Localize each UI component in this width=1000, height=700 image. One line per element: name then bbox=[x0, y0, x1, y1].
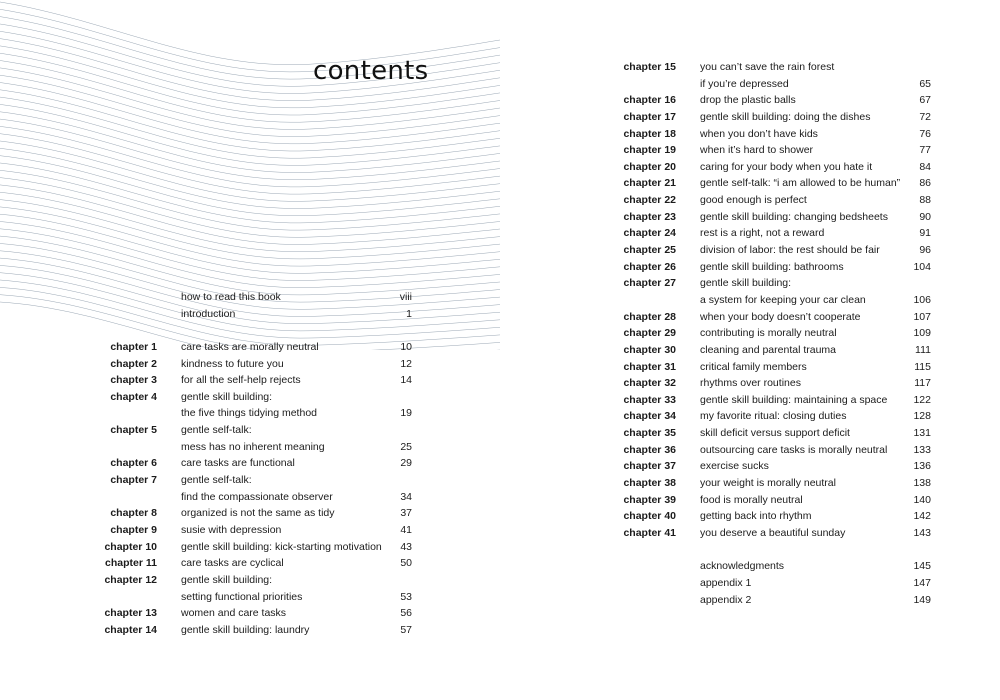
chapter-number: chapter 31 bbox=[623, 360, 676, 373]
chapter-title: mess has no inherent meaning bbox=[181, 440, 325, 453]
chapter-number: chapter 21 bbox=[623, 177, 676, 190]
page-number: 145 bbox=[913, 560, 931, 573]
chapter-number: chapter 15 bbox=[623, 61, 676, 73]
chapter-title: for all the self-help rejects bbox=[181, 374, 301, 387]
toc-entry[interactable] bbox=[623, 309, 931, 326]
toc-entry[interactable] bbox=[110, 522, 412, 539]
page-number: 111 bbox=[915, 343, 931, 356]
toc-entry[interactable] bbox=[700, 76, 931, 93]
wave-line bbox=[0, 83, 500, 144]
chapter-number: chapter 23 bbox=[623, 210, 676, 223]
toc-entry[interactable] bbox=[700, 575, 931, 592]
chapter-title: when you don’t have kids bbox=[700, 127, 818, 140]
wave-line bbox=[0, 178, 500, 238]
page-number: 37 bbox=[400, 507, 412, 520]
page-number: viii bbox=[399, 291, 412, 303]
chapter-title: you deserve a beautiful sunday bbox=[700, 526, 846, 539]
chapter-title: caring for your body when you hate it bbox=[700, 160, 873, 173]
toc-entry[interactable] bbox=[110, 372, 412, 389]
chapter-title: if you’re depressed bbox=[700, 77, 789, 90]
toc-entry[interactable] bbox=[623, 475, 931, 492]
page-number: 104 bbox=[913, 260, 931, 273]
wave-line bbox=[0, 126, 500, 186]
page-number: 128 bbox=[913, 410, 931, 423]
toc-entry[interactable] bbox=[181, 306, 412, 323]
toc-entry[interactable] bbox=[623, 175, 931, 192]
chapter-title: cleaning and parental trauma bbox=[700, 343, 837, 356]
toc-entry[interactable] bbox=[623, 508, 931, 525]
chapter-title: division of labor: the rest should be fair bbox=[700, 244, 880, 257]
page-number: 14 bbox=[400, 374, 412, 387]
page-number: 96 bbox=[919, 244, 931, 257]
toc-entry[interactable] bbox=[110, 356, 412, 373]
chapter-title: organized is not the same as tidy bbox=[181, 507, 335, 520]
toc-entry[interactable] bbox=[104, 572, 412, 589]
chapter-title: drop the plastic balls bbox=[700, 94, 796, 107]
page-number: 143 bbox=[913, 526, 931, 539]
chapter-title: how to read this book bbox=[181, 291, 281, 303]
chapter-title: gentle skill building: laundry bbox=[181, 623, 310, 636]
toc-spacer bbox=[181, 322, 412, 339]
page-number: 12 bbox=[400, 357, 412, 370]
page-number: 140 bbox=[913, 493, 931, 506]
chapter-title: gentle skill building: bbox=[181, 573, 273, 586]
wave-line bbox=[0, 163, 500, 223]
chapter-number: chapter 9 bbox=[110, 523, 157, 536]
chapter-title: rhythms over routines bbox=[700, 377, 801, 390]
chapter-number: chapter 11 bbox=[105, 557, 157, 570]
chapter-title: gentle skill building: bathrooms bbox=[700, 260, 844, 273]
chapter-title: you can’t save the rain forest bbox=[700, 61, 835, 73]
chapter-title: skill deficit versus support deficit bbox=[700, 427, 850, 440]
page-number: 65 bbox=[919, 77, 931, 90]
toc-entry[interactable] bbox=[623, 159, 931, 176]
chapter-title: introduction bbox=[181, 307, 236, 320]
toc-entry[interactable] bbox=[181, 439, 412, 456]
toc-entry[interactable] bbox=[181, 489, 412, 506]
chapter-number: chapter 26 bbox=[623, 260, 676, 273]
toc-entry[interactable] bbox=[110, 422, 412, 439]
toc-entry[interactable] bbox=[623, 525, 931, 542]
chapter-number: chapter 33 bbox=[623, 393, 676, 406]
chapter-title: care tasks are cyclical bbox=[181, 557, 284, 570]
chapter-number: chapter 24 bbox=[623, 227, 676, 240]
chapter-title: gentle skill building: doing the dishes bbox=[700, 110, 871, 123]
chapter-title: your weight is morally neutral bbox=[700, 477, 836, 490]
toc-entry[interactable] bbox=[105, 555, 412, 572]
toc-entry[interactable] bbox=[623, 425, 931, 442]
page-number: 29 bbox=[400, 457, 412, 470]
chapter-title: outsourcing care tasks is morally neutral bbox=[700, 443, 888, 456]
page-number: 117 bbox=[914, 377, 931, 390]
page-number: 122 bbox=[913, 393, 931, 406]
toc-entry[interactable] bbox=[623, 392, 931, 409]
chapter-number: chapter 40 bbox=[623, 510, 676, 523]
toc-entry[interactable] bbox=[623, 142, 931, 159]
chapter-title: appendix 2 bbox=[700, 593, 752, 606]
chapter-number: chapter 5 bbox=[110, 424, 157, 437]
wave-line bbox=[0, 119, 500, 180]
wave-line bbox=[0, 170, 500, 230]
wave-line bbox=[0, 90, 500, 151]
chapter-number: chapter 14 bbox=[104, 623, 157, 636]
toc-entry[interactable] bbox=[623, 92, 931, 109]
wave-line bbox=[0, 112, 500, 173]
toc-entry[interactable] bbox=[623, 375, 931, 392]
chapter-number: chapter 3 bbox=[110, 374, 157, 387]
chapter-title: when it’s hard to shower bbox=[700, 144, 814, 157]
page-number: 84 bbox=[919, 160, 931, 173]
toc-entry[interactable] bbox=[181, 589, 412, 606]
page-title: contents bbox=[313, 56, 429, 86]
toc-entry[interactable] bbox=[623, 492, 931, 509]
chapter-title: rest is a right, not a reward bbox=[700, 227, 825, 240]
chapter-number: chapter 35 bbox=[623, 427, 676, 440]
chapter-number: chapter 17 bbox=[623, 110, 676, 123]
page-number: 41 bbox=[400, 523, 412, 536]
wave-line bbox=[0, 104, 500, 165]
toc-entry[interactable] bbox=[623, 442, 931, 459]
chapter-number: chapter 41 bbox=[623, 526, 676, 539]
toc-left-column bbox=[104, 289, 412, 638]
page-number: 138 bbox=[913, 477, 931, 490]
chapter-title: care tasks are morally neutral bbox=[181, 340, 319, 353]
chapter-title: setting functional priorities bbox=[181, 590, 303, 603]
wave-line bbox=[0, 229, 500, 288]
toc-entry[interactable] bbox=[623, 259, 931, 276]
chapter-title: food is morally neutral bbox=[700, 493, 803, 506]
wave-line bbox=[0, 134, 500, 194]
page-number: 109 bbox=[913, 327, 931, 340]
toc-entry[interactable] bbox=[623, 109, 931, 126]
page-number: 131 bbox=[913, 427, 931, 440]
page-number: 57 bbox=[400, 623, 412, 636]
chapter-title: when your body doesn’t cooperate bbox=[700, 310, 861, 323]
page-number: 43 bbox=[400, 540, 412, 553]
chapter-number: chapter 12 bbox=[104, 573, 157, 586]
chapter-number: chapter 13 bbox=[104, 607, 157, 620]
chapter-number: chapter 38 bbox=[623, 477, 676, 490]
toc-entry[interactable] bbox=[181, 405, 412, 422]
toc-entry[interactable] bbox=[623, 458, 931, 475]
chapter-title: gentle skill building: changing bedsheets bbox=[700, 210, 888, 223]
page-number: 50 bbox=[400, 557, 412, 570]
chapter-title: critical family members bbox=[700, 360, 807, 373]
toc-entry[interactable] bbox=[104, 622, 412, 639]
wave-line bbox=[0, 236, 500, 295]
wave-line bbox=[0, 97, 500, 158]
toc-entry[interactable] bbox=[104, 605, 412, 622]
toc-spacer bbox=[700, 542, 931, 559]
chapter-title: contributing is morally neutral bbox=[700, 327, 837, 340]
page-number: 10 bbox=[400, 340, 412, 353]
chapter-number: chapter 27 bbox=[623, 277, 676, 290]
toc-entry[interactable] bbox=[623, 342, 931, 359]
toc-entry[interactable] bbox=[110, 472, 412, 489]
chapter-title: getting back into rhythm bbox=[700, 510, 812, 523]
page-number: 19 bbox=[400, 407, 412, 420]
chapter-title: kindness to future you bbox=[181, 357, 284, 370]
page-number: 136 bbox=[913, 460, 931, 473]
chapter-title: gentle self-talk: bbox=[181, 424, 252, 437]
page-number: 56 bbox=[400, 607, 412, 620]
page-number: 107 bbox=[913, 310, 931, 323]
toc-entry[interactable] bbox=[623, 126, 931, 143]
chapter-number: chapter 37 bbox=[623, 460, 676, 473]
chapter-number: chapter 29 bbox=[623, 327, 676, 340]
chapter-title: the five things tidying method bbox=[181, 407, 317, 420]
page-number: 142 bbox=[913, 510, 931, 523]
chapter-number: chapter 7 bbox=[110, 474, 157, 487]
page-number: 72 bbox=[919, 110, 931, 123]
page-number: 25 bbox=[400, 440, 412, 453]
chapter-number: chapter 30 bbox=[623, 343, 676, 356]
toc-entry[interactable] bbox=[623, 359, 931, 376]
wave-line bbox=[0, 185, 500, 245]
wave-line bbox=[0, 141, 500, 201]
chapter-title: gentle skill building: bbox=[181, 390, 273, 403]
chapter-title: a system for keeping your car clean bbox=[700, 293, 866, 306]
chapter-number: chapter 8 bbox=[110, 507, 157, 520]
chapter-title: susie with depression bbox=[181, 523, 282, 536]
toc-entry[interactable] bbox=[623, 59, 931, 76]
page-number: 53 bbox=[400, 590, 412, 603]
chapter-title: my favorite ritual: closing duties bbox=[700, 410, 847, 423]
toc-entry[interactable] bbox=[623, 242, 931, 259]
chapter-number: chapter 18 bbox=[623, 127, 676, 140]
toc-entry[interactable] bbox=[700, 592, 931, 609]
page-number: 76 bbox=[919, 127, 931, 140]
chapter-number: chapter 20 bbox=[623, 160, 676, 173]
chapter-number: chapter 36 bbox=[623, 443, 676, 456]
chapter-title: gentle skill building: bbox=[700, 277, 792, 290]
chapter-title: gentle skill building: maintaining a space bbox=[700, 393, 888, 406]
toc-entry[interactable] bbox=[700, 558, 931, 575]
page-number: 90 bbox=[919, 210, 931, 223]
toc-entry[interactable] bbox=[700, 292, 931, 309]
page-number: 88 bbox=[919, 194, 931, 207]
chapter-number: chapter 32 bbox=[623, 377, 676, 390]
toc-entry[interactable] bbox=[110, 505, 412, 522]
page-number: 91 bbox=[919, 227, 931, 240]
chapter-title: exercise sucks bbox=[700, 460, 769, 473]
toc-entry[interactable] bbox=[623, 209, 931, 226]
wave-line bbox=[0, 148, 500, 208]
toc-entry[interactable] bbox=[623, 408, 931, 425]
toc-entry[interactable] bbox=[623, 325, 931, 342]
toc-entry[interactable] bbox=[181, 289, 412, 306]
chapter-number: chapter 19 bbox=[623, 144, 676, 157]
chapter-number: chapter 10 bbox=[104, 540, 157, 553]
chapter-title: care tasks are functional bbox=[181, 457, 295, 470]
chapter-number: chapter 34 bbox=[623, 410, 676, 423]
wave-line bbox=[0, 156, 500, 216]
toc-entry[interactable] bbox=[623, 225, 931, 242]
chapter-number: chapter 6 bbox=[110, 457, 157, 470]
page-number: 67 bbox=[919, 94, 931, 107]
page-number: 133 bbox=[913, 443, 931, 456]
chapter-title: gentle self-talk: “i am allowed to be human” bbox=[700, 177, 901, 190]
toc-right-column bbox=[623, 59, 931, 608]
chapter-number: chapter 2 bbox=[110, 357, 157, 370]
page-number: 86 bbox=[919, 177, 931, 190]
chapter-number: chapter 16 bbox=[623, 94, 676, 107]
chapter-number: chapter 22 bbox=[623, 194, 676, 207]
toc-entry[interactable] bbox=[623, 192, 931, 209]
page-number: 115 bbox=[914, 360, 931, 373]
page-number: 34 bbox=[400, 490, 412, 503]
chapter-title: appendix 1 bbox=[700, 576, 752, 589]
toc-entry[interactable] bbox=[110, 455, 412, 472]
toc-entry[interactable] bbox=[623, 275, 931, 292]
chapter-title: good enough is perfect bbox=[700, 194, 807, 207]
chapter-title: gentle self-talk: bbox=[181, 474, 252, 487]
page-number: 106 bbox=[913, 293, 931, 306]
toc-entry[interactable] bbox=[110, 339, 412, 356]
chapter-title: women and care tasks bbox=[181, 607, 287, 620]
page-number: 147 bbox=[913, 576, 931, 589]
chapter-title: acknowledgments bbox=[700, 560, 785, 573]
chapter-number: chapter 4 bbox=[110, 390, 157, 403]
toc-entry[interactable] bbox=[104, 539, 412, 556]
chapter-title: gentle skill building: kick-starting motivation bbox=[181, 540, 382, 553]
page-number: 1 bbox=[406, 307, 412, 320]
toc-entry[interactable] bbox=[110, 389, 412, 406]
chapter-number: chapter 25 bbox=[623, 244, 676, 257]
chapter-number: chapter 28 bbox=[623, 310, 676, 323]
chapter-number: chapter 39 bbox=[623, 493, 676, 506]
chapter-number: chapter 1 bbox=[110, 340, 157, 353]
page-number: 77 bbox=[919, 144, 931, 157]
chapter-title: find the compassionate observer bbox=[181, 490, 333, 503]
page-number: 149 bbox=[913, 593, 931, 606]
